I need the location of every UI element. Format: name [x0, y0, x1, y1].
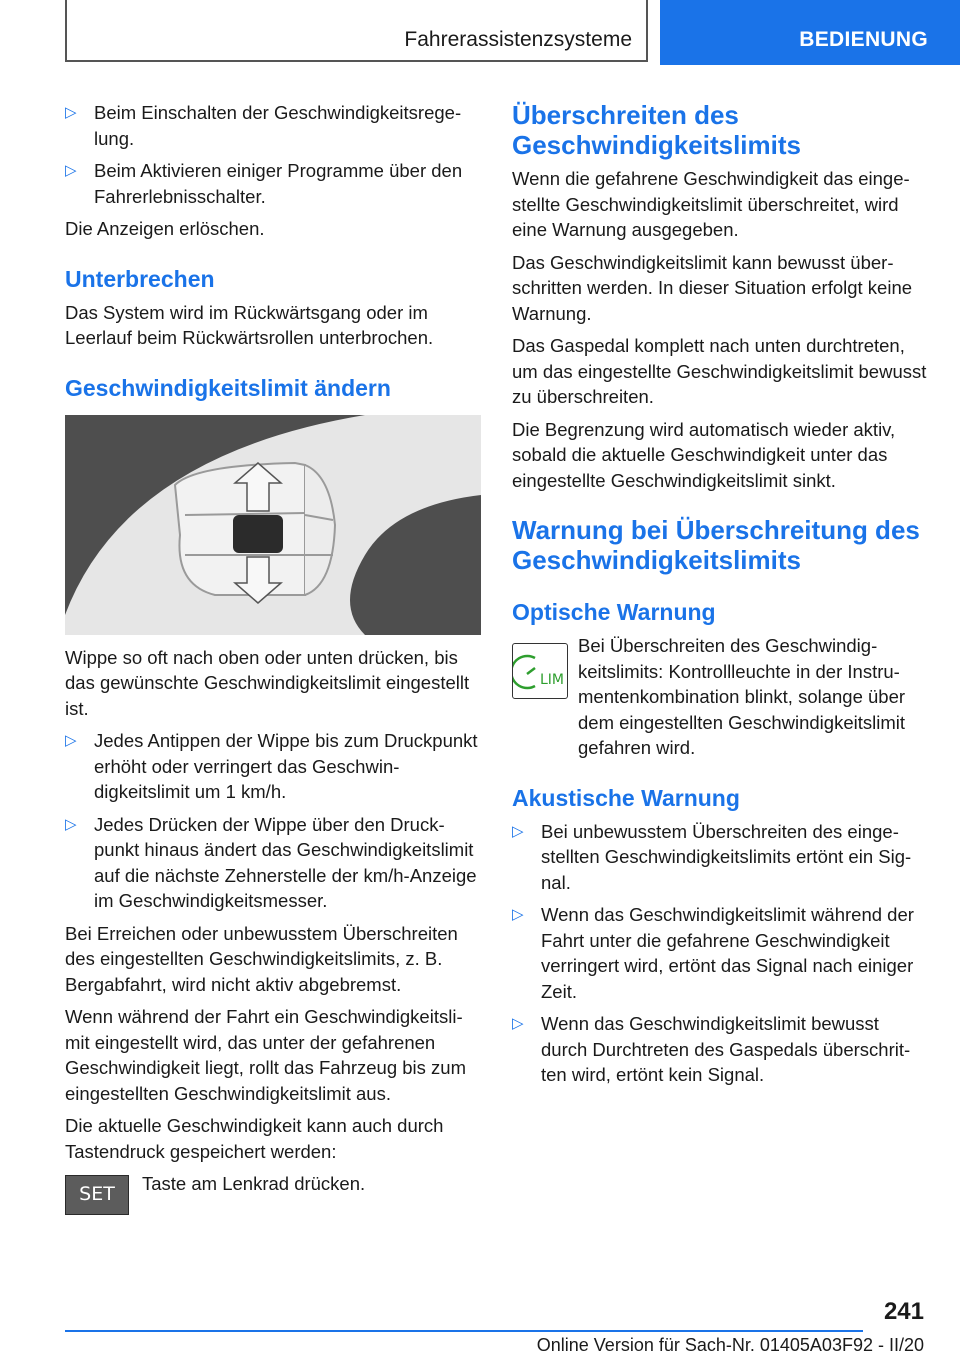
- triangle-bullet-icon: ▷: [65, 815, 77, 833]
- heading-exceed-limit: Überschreiten des Geschwindigkeitslimits: [512, 100, 801, 160]
- paragraph: Taste am Lenkrad drücken.: [142, 1173, 366, 1194]
- paragraph: Das System wird im Rückwärtsgang oder im Leerlauf beim Rückwärtsrollen unterbrochen.: [65, 301, 434, 348]
- set-button-instruction: [65, 1171, 481, 1219]
- paragraph: Bei Überschreiten des Geschwindigkeitslimits: Kontrollleuchte in der Instrumentenkombination blinkt, solange über dem eingestellten Geschwindigkeitslimit gefahren wird.: [578, 635, 906, 758]
- heading-acoustic-warning: Akustische Warnung: [512, 784, 740, 811]
- list-item: ▷ Jedes Antippen der Wippe bis zum Druckpunkt erhöht oder verringert das Geschwindigkeitslimit um 1 km/h.: [65, 730, 478, 802]
- heading-optical-warning: Optische Warnung: [512, 599, 716, 625]
- triangle-bullet-icon: ▷: [512, 822, 524, 840]
- paragraph: Die aktuelle Geschwindigkeit kann auch durch Tastendruck gespeichert werden:: [65, 1115, 444, 1162]
- paragraph: Die Anzeigen erlöschen.: [65, 218, 265, 239]
- triangle-bullet-icon: ▷: [65, 162, 77, 179]
- footer-version: Online Version für Sach-Nr. 01405A03F92 - II/20: [536, 1335, 924, 1355]
- page-number: 241: [883, 1298, 924, 1325]
- list-item: ▷ Bei unbewusstem Überschreiten des eingestellten Geschwindigkeitslimits ertönt ein Signal.: [512, 820, 912, 893]
- triangle-bullet-icon: ▷: [512, 1015, 524, 1032]
- list-item: ▷ Jedes Drücken der Wippe über den Druckpunkt hinaus ändert das Geschwindigkeitslimit auf die nächste Zehnerstelle der km/h-Anzeige im Geschwindigkeitsmesser.: [65, 813, 477, 911]
- section-title: Fahrerassistenzsysteme: [404, 28, 632, 51]
- paragraph: Wenn die gefahrene Geschwindigkeit das eingestellte Geschwindigkeitslimit überschreitet, wird eine Warnung ausgegeben.: [512, 168, 910, 240]
- paragraph: Bei Erreichen oder unbewusstem Überschreiten des eingestellten Geschwindigkeitslimits, z. B. Bergabfahrt, wird nicht aktiv abgebremst.: [65, 922, 458, 995]
- paragraph: Wenn während der Fahrt ein Geschwindigkeitslimit eingestellt wird, das unter der gefahrenen Geschwindigkeit liegt, rollt das Fahrzeug bis zum eingestellten Geschwindigkeitslimit aus.: [65, 1006, 467, 1104]
- set-button-icon: SET: [65, 1175, 129, 1215]
- list-item: ▷ Wenn das Geschwindigkeitslimit bewusst durch Durchtreten des Gaspedals überschritten wird, ertönt kein Signal.: [512, 1013, 911, 1085]
- paragraph: Wippe so oft nach oben oder unten drücken, bis das gewünschte Geschwindigkeitslimit eingestellt ist.: [65, 646, 470, 719]
- steering-wheel-rocker-image: [65, 415, 481, 635]
- section-tab: [65, 0, 648, 62]
- lim-label: LIM: [540, 672, 565, 688]
- list-item: ▷ Beim Einschalten der Geschwindigkeitsregelung.: [65, 102, 462, 149]
- list-item: ▷ Wenn das Geschwindigkeitslimit während der Fahrt unter die gefahrene Geschwindigkeit verringert wird, ertönt das Signal nach einiger Zeit.: [512, 904, 914, 1002]
- optical-warning-row: [512, 633, 928, 761]
- paragraph: Das Gaspedal komplett nach unten durchtreten, um das eingestellte Geschwindigkeitslimit bewusst zu überschreiten.: [512, 335, 927, 407]
- paragraph: Die Begrenzung wird automatisch wieder aktiv, sobald die aktuelle Geschwindigkeit unter das eingestellte Geschwindigkeitslimit sinkt.: [512, 418, 896, 491]
- footer-divider: [65, 1330, 863, 1332]
- triangle-bullet-icon: ▷: [512, 906, 524, 923]
- chapter-title: BEDIENUNG: [799, 28, 928, 51]
- steering-wheel-illustration: [65, 415, 481, 635]
- chapter-tab: [660, 0, 960, 65]
- heading-change-limit: Geschwindigkeitslimit ändern: [65, 374, 391, 401]
- right-column: [512, 100, 928, 1095]
- heading-interrupt: Unterbrechen: [65, 265, 215, 292]
- heading-warning: Warnung bei Überschreitung des Geschwindigkeitslimits: [512, 515, 920, 575]
- triangle-bullet-icon: ▷: [65, 104, 77, 121]
- page-header: [0, 0, 960, 68]
- left-column: [65, 100, 481, 1219]
- speed-limit-indicator-icon: [512, 643, 568, 699]
- triangle-bullet-icon: ▷: [65, 732, 77, 749]
- list-item: ▷ Beim Aktivieren einiger Programme über den Fahrerlebnisschalter.: [65, 160, 463, 207]
- paragraph: Das Geschwindigkeitslimit kann bewusst überschritten werden. In dieser Situation erfolgt keine Warnung.: [512, 251, 913, 324]
